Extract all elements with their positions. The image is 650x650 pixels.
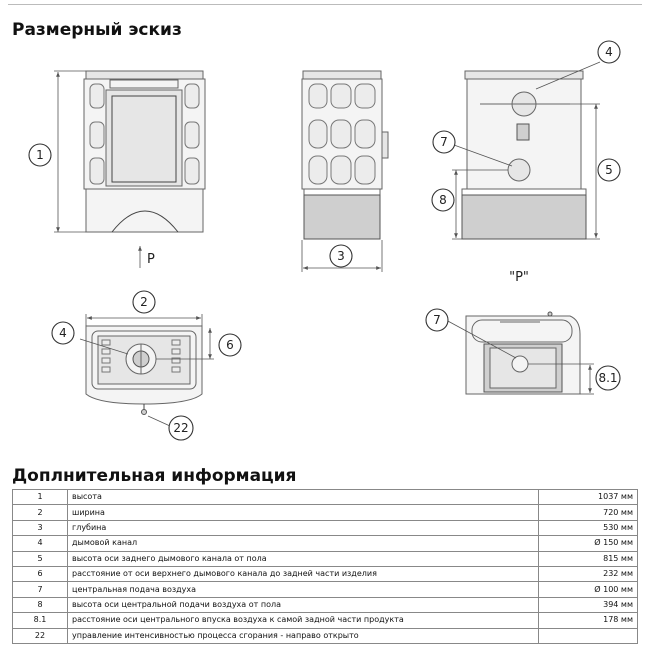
cell-num: 5: [13, 551, 68, 566]
top-divider: [8, 4, 642, 5]
callout-7-top: [426, 309, 448, 331]
svg-text:3: 3: [337, 249, 345, 263]
callout-6: [219, 334, 241, 356]
cell-desc: дымовой канал: [68, 536, 539, 551]
table-row: [13, 582, 638, 597]
svg-text:22: 22: [173, 421, 189, 435]
cell-desc: ширина: [68, 505, 539, 520]
cell-num: 2: [13, 505, 68, 520]
cell-desc: управление интенсивностью процесса сгорания - направо открыто: [68, 628, 539, 643]
callout-7-rear: [433, 131, 455, 153]
svg-text:2: 2: [140, 295, 148, 309]
svg-text:7: 7: [440, 135, 448, 149]
callout-4-rear: [598, 41, 620, 63]
side-view: [302, 71, 388, 272]
svg-text:5: 5: [605, 163, 613, 177]
spec-table: [12, 489, 638, 644]
dimension-sketch: [0, 40, 650, 460]
cell-value: 720 мм: [539, 505, 638, 520]
svg-text:8: 8: [439, 193, 447, 207]
table-row: [13, 536, 638, 551]
cell-desc: расстояние от оси верхнего дымового канала до задней части изделия: [68, 566, 539, 581]
cell-desc: центральная подача воздуха: [68, 582, 539, 597]
svg-text:6: 6: [226, 338, 234, 352]
svg-text:8.1: 8.1: [598, 371, 618, 385]
table-row: [13, 566, 638, 581]
cell-desc: высота оси центральной подачи воздуха от пола: [68, 597, 539, 612]
view-name-label: "P": [509, 270, 529, 285]
cell-num: 6: [13, 566, 68, 581]
cell-desc: высота оси заднего дымового канала от пола: [68, 551, 539, 566]
front-view: [54, 71, 205, 268]
cell-num: 22: [13, 628, 68, 643]
cell-value: 232 мм: [539, 566, 638, 581]
rear-view: [452, 62, 600, 285]
cell-value: 1037 мм: [539, 490, 638, 505]
cell-desc: глубина: [68, 520, 539, 535]
table-row: [13, 628, 638, 643]
callout-1: [29, 144, 51, 166]
callout-2: [133, 291, 155, 313]
table-row: [13, 613, 638, 628]
svg-text:4: 4: [605, 45, 613, 59]
rear-top-view: [446, 312, 594, 394]
table-row: [13, 490, 638, 505]
table-row: [13, 597, 638, 612]
cell-value: 530 мм: [539, 520, 638, 535]
view-arrow-label: P: [147, 252, 155, 267]
sketch-title: Размерный эскиз: [12, 20, 182, 40]
cell-value: [539, 628, 638, 643]
svg-text:1: 1: [36, 148, 44, 162]
callout-3: [330, 245, 352, 267]
info-title: Доплнительная информация: [12, 466, 297, 486]
table-row: [13, 551, 638, 566]
cell-num: 3: [13, 520, 68, 535]
svg-text:4: 4: [59, 326, 67, 340]
callout-5: [598, 159, 620, 181]
table-row: [13, 520, 638, 535]
cell-num: 4: [13, 536, 68, 551]
svg-text:7: 7: [433, 313, 441, 327]
cell-value: 394 мм: [539, 597, 638, 612]
callout-8-1: [596, 366, 620, 390]
cell-num: 1: [13, 490, 68, 505]
callout-4-top: [52, 322, 74, 344]
cell-desc: высота: [68, 490, 539, 505]
callout-22: [169, 416, 193, 440]
cell-num: 8: [13, 597, 68, 612]
cell-value: 178 мм: [539, 613, 638, 628]
cell-value: Ø 100 мм: [539, 582, 638, 597]
cell-num: 7: [13, 582, 68, 597]
cell-value: 815 мм: [539, 551, 638, 566]
cell-desc: расстояние оси центрального впуска воздуха к самой задной части продукта: [68, 613, 539, 628]
table-row: [13, 505, 638, 520]
cell-value: Ø 150 мм: [539, 536, 638, 551]
callout-8: [432, 189, 454, 211]
cell-num: 8.1: [13, 613, 68, 628]
top-view: [80, 314, 214, 426]
